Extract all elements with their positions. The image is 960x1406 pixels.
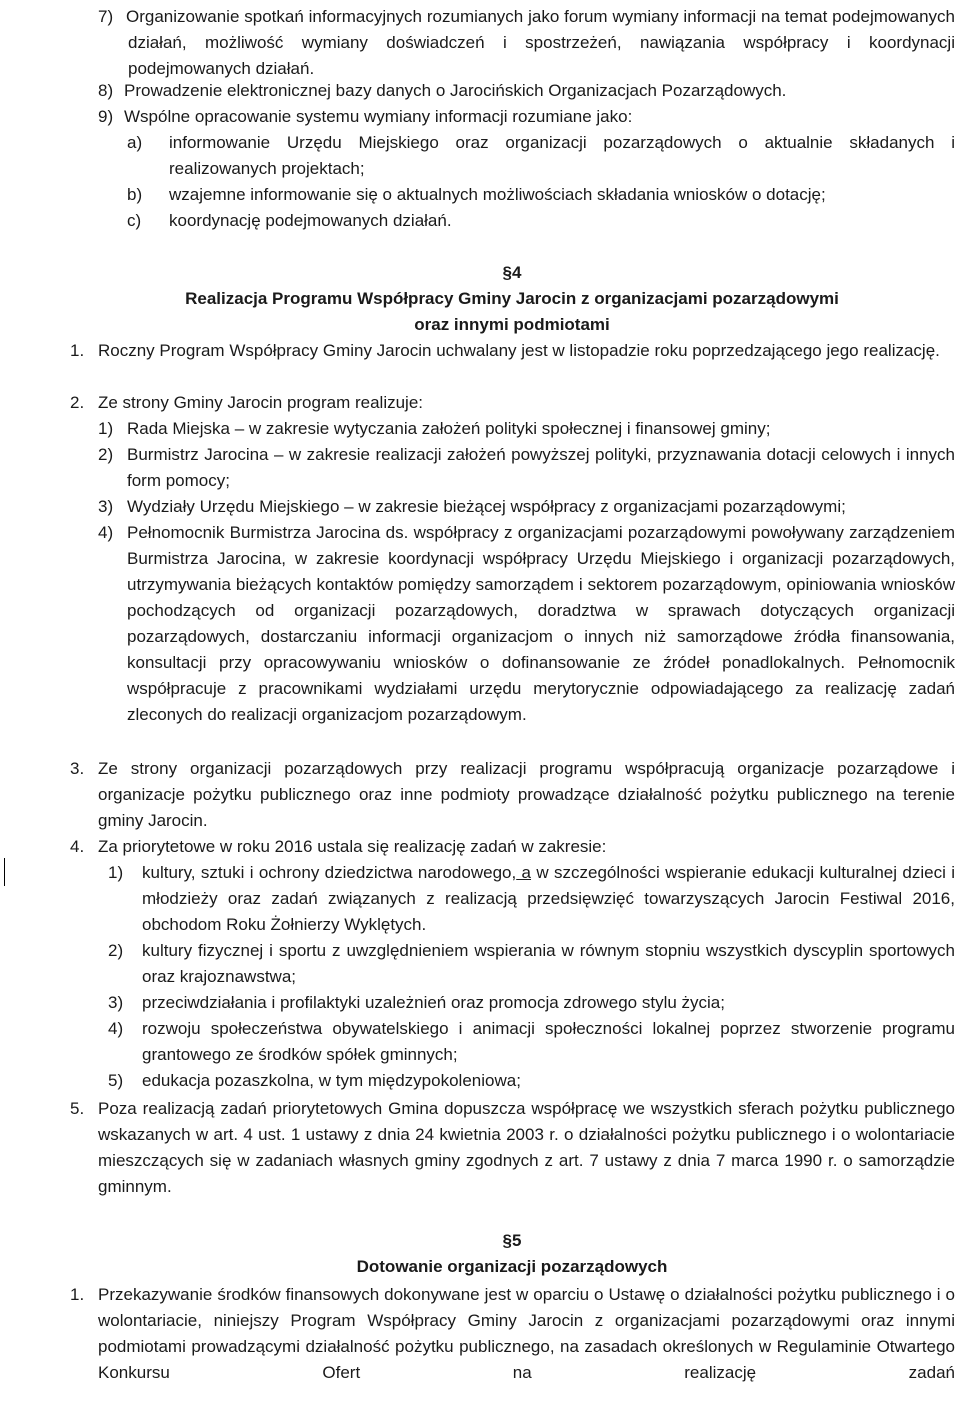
- sub-item-b: [127, 182, 955, 208]
- item-number: 4): [98, 523, 114, 542]
- section-4-title-line2: oraz innymi podmiotami: [414, 315, 610, 334]
- item-text: edukacja pozaszkolna, w tym międzypokoleniowa;: [142, 1071, 521, 1090]
- item-number: 5.: [70, 1099, 85, 1118]
- item-number: 4): [108, 1019, 124, 1038]
- item-number: 1): [108, 863, 124, 882]
- section-4-title-line1: Realizacja Programu Współpracy Gminy Jarocin z organizacjami pozarządowymi: [185, 289, 839, 308]
- section-5-heading: [0, 1228, 960, 1254]
- item-text-underlined: a: [516, 863, 532, 882]
- sub-item-c: [127, 208, 955, 234]
- p4-item-5: [108, 1068, 955, 1094]
- item-text: kultury fizycznej i sportu z uwzględnieniem wspierania w równym stopniu wszystkich dyscyplin sportowych oraz krajoznawstwa;: [142, 941, 955, 986]
- item-text: Rada Miejska – w zakresie wytyczania założeń polityki społecznej i finansowej gminy;: [127, 419, 771, 438]
- section-symbol-icon: §: [502, 1231, 512, 1250]
- item-text: Wydziały Urzędu Miejskiego – w zakresie bieżącej współpracy z organizacjami pozarządowymi;: [127, 497, 846, 516]
- item-number: 2): [98, 445, 114, 464]
- item-number: 1.: [70, 341, 85, 360]
- section-number: 4: [512, 263, 522, 282]
- item-text: Ze strony organizacji pozarządowych przy realizacji programu współpracują organizacje pozarządowe i organizacje pożytku publicznego oraz inne podmioty prowadzące działalność pożytku publicznego na terenie gminy Jarocin.: [98, 759, 955, 830]
- item-number: 3): [98, 497, 114, 516]
- paragraph-4-2: [70, 390, 955, 416]
- item-number: 3.: [70, 759, 85, 778]
- item-number: 4.: [70, 837, 85, 856]
- sub-item-a: [127, 130, 955, 182]
- item-text: Przekazywanie środków finansowych dokonywane jest w oparciu o Ustawę o działalności pożytku publicznego i o wolontariacie, niniejszy Program Współpracy Gminy Jarocin z organizacjami pozarządowymi oraz innymi podmiotami prowadzącymi działalność pożytku publicznego, na zasadach określonych w Regulaminie Otwartego Konkursu Ofert na realizację zadań: [98, 1285, 955, 1382]
- item-text: Roczny Program Współpracy Gminy Jarocin uchwalany jest w listopadzie roku poprzedzającego jego realizację.: [98, 341, 940, 360]
- section-4-heading: [0, 260, 960, 286]
- item-text: koordynację podejmowanych działań.: [169, 211, 452, 230]
- list-item-7: [98, 4, 955, 82]
- section-5-title: Dotowanie organizacji pozarządowych: [356, 1257, 668, 1276]
- paragraph-4-3: [70, 756, 955, 834]
- p2-item-4: [98, 520, 955, 728]
- item-number: b): [127, 185, 143, 204]
- p4-item-1: [108, 860, 955, 938]
- p4-item-4: [108, 1016, 955, 1068]
- p4-item-2: [108, 938, 955, 990]
- item-number: 7): [98, 7, 114, 26]
- item-number: 2.: [70, 393, 85, 412]
- item-text: wzajemne informowanie się o aktualnych możliwościach składania wniosków o dotację;: [169, 185, 826, 204]
- item-text: Pełnomocnik Burmistrza Jarocina ds. współpracy z organizacjami pozarządowymi powoływany zarządzeniem Burmistrza Jarocina, w zakresie koordynacji współpracy Urzędu Miejskiego i organizacji pozarządowych, utrzymywania bieżących kontaktów pomiędzy samorządem i sektorem pozarządowym, opiniowania wniosków pochodzących od organizacji pozarządowych, doradztwa w sprawach dotyczących organizacji pozarządowych, dostarczaniu informacji organizacjom o innych niż samorządowe źródła finansowania, konsultacji przy opracowywaniu wniosków o dofinansowanie ze źródeł ponadlokalnych. Pełnomocnik współpracuje z pracownikami wydziałami urzędu merytorycznie odpowiadającego za realizację zadań zleconych do realizacji organizacjom pozarządowym.: [127, 523, 955, 724]
- item-number: 5): [108, 1071, 124, 1090]
- item-text-part-b: w szczególności wspieranie edukacji kulturalnej dzieci i młodzieży oraz zadań związanych z realizacją przedsięwzięć towarzyszących Jarocin Festiwal 2016, obchodom Roku Żołnierzy Wyklętych.: [142, 863, 955, 934]
- p2-item-1: [98, 416, 955, 442]
- section-symbol-icon: §: [502, 263, 512, 282]
- revision-bar: [4, 858, 5, 886]
- item-number: 3): [108, 993, 124, 1012]
- item-number: 1): [98, 419, 114, 438]
- item-number: 1.: [70, 1285, 85, 1304]
- item-text: Poza realizacją zadań priorytetowych Gmina dopuszcza współpracę we wszystkich sferach pożytku publicznego wskazanych w art. 4 ust. 1 ustawy z dnia 24 kwietnia 2003 r. o działalności pożytku publicznego i o wolontariacie mieszczących się w zadaniach własnych gminy zgodnych z art. 7 ustawy z dnia 7 marca 1990 r. o samorządzie gminnym.: [98, 1099, 955, 1196]
- paragraph-4-1: [70, 338, 955, 364]
- item-text-part-a: kultury, sztuki i ochrony dziedzictwa narodowego,: [142, 863, 517, 882]
- item-number: c): [127, 211, 142, 230]
- section-number: 5: [512, 1231, 522, 1250]
- item-text: Burmistrz Jarocina – w zakresie realizacji założeń powyższej polityki, przyznawania dotacji celowych i innych form pomocy;: [127, 445, 955, 490]
- paragraph-4-4: [70, 834, 955, 860]
- item-number: 9): [98, 107, 114, 126]
- paragraph-5-1: [70, 1282, 955, 1386]
- item-text: rozwoju społeczeństwa obywatelskiego i animacji społeczności lokalnej poprzez stworzenie programu grantowego ze środków spółek gminnych;: [142, 1019, 955, 1064]
- item-text: Organizowanie spotkań informacyjnych rozumianych jako forum wymiany informacji na temat podejmowanych działań, możliwość wymiany doświadczeń i spostrzeżeń, nawiązania współpracy i koordynacji podejmowanych działań.: [126, 7, 955, 78]
- item-text: [108, 860, 955, 938]
- item-number: 8): [98, 81, 114, 100]
- item-number: 2): [108, 941, 124, 960]
- item-text: Ze strony Gminy Jarocin program realizuje:: [98, 393, 424, 412]
- paragraph-4-5: [70, 1096, 955, 1200]
- item-text: Za priorytetowe w roku 2016 ustala się realizację zadań w zakresie:: [98, 837, 607, 856]
- item-number: a): [127, 133, 143, 152]
- item-text: przeciwdziałania i profilaktyki uzależnień oraz promocja zdrowego stylu życia;: [142, 993, 725, 1012]
- p2-item-2: [98, 442, 955, 494]
- list-item-9: [98, 104, 955, 130]
- p4-item-3: [108, 990, 955, 1016]
- item-text: Wspólne opracowanie systemu wymiany informacji rozumiane jako:: [124, 107, 633, 126]
- list-item-8: [98, 78, 955, 104]
- item-text: Prowadzenie elektronicznej bazy danych o Jarocińskich Organizacjach Pozarządowych.: [124, 81, 787, 100]
- section-4-title: [0, 286, 960, 338]
- p2-item-3: [98, 494, 955, 520]
- item-text: informowanie Urzędu Miejskiego oraz organizacji pozarządowych o aktualnie składanych i realizowanych projektach;: [169, 133, 955, 178]
